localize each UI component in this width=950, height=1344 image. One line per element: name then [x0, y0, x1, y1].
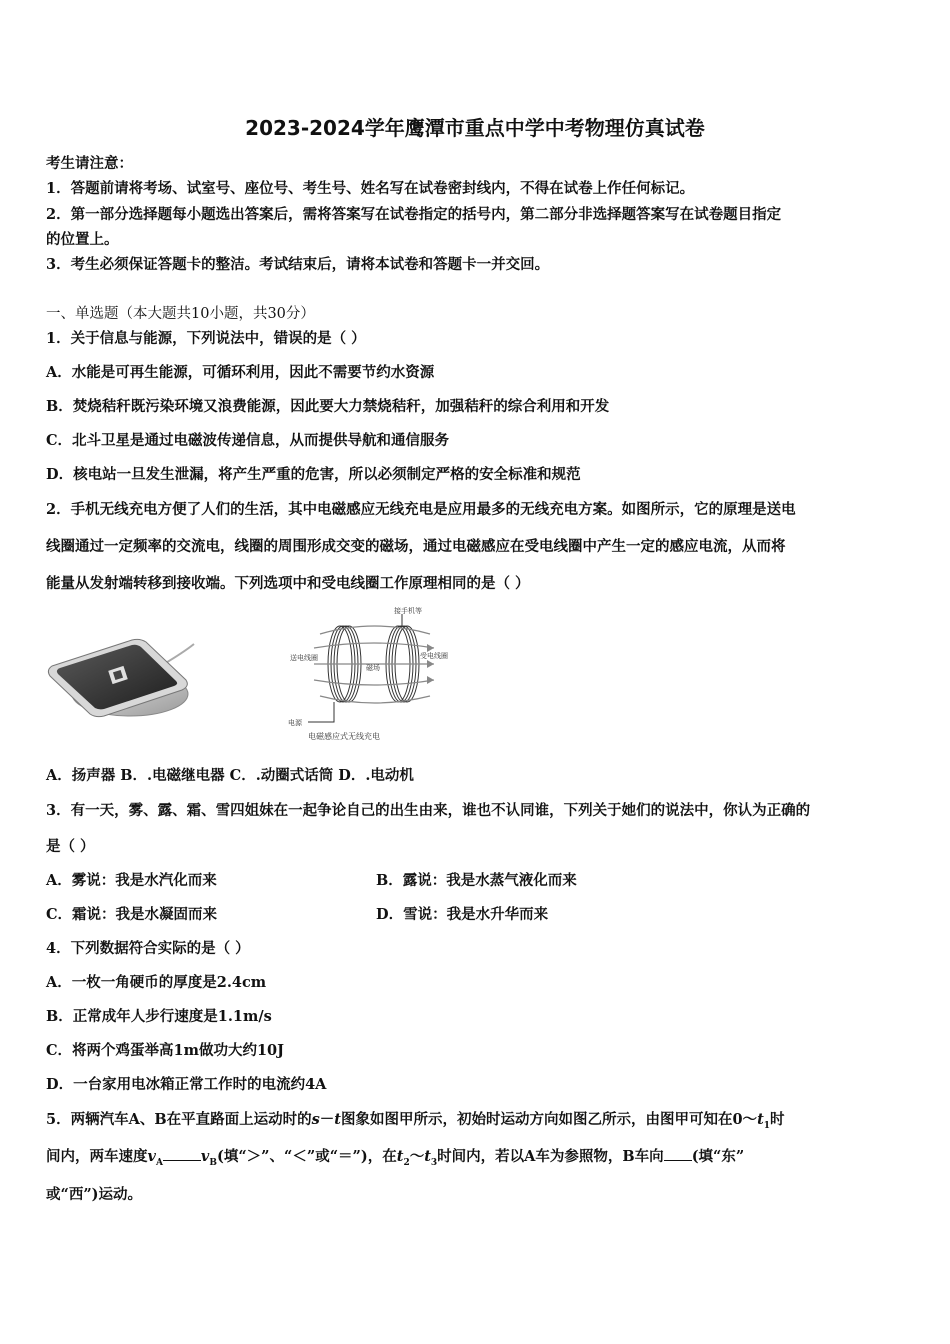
question-3-option: D．雪说：我是水升华而来	[376, 906, 549, 923]
subscript: B	[209, 1157, 217, 1168]
var-t3: t	[424, 1148, 431, 1165]
question-1-option: A．水能是可再生能源，可循环利用，因此不需要节约水资源	[46, 364, 435, 381]
figure-label-source: 电源	[288, 719, 302, 727]
question-5-line	[46, 1145, 744, 1168]
question-5-line: 或“西”)运动。	[46, 1186, 143, 1203]
answer-blank[interactable]	[163, 1146, 201, 1161]
notice-item: 2．第一部分选择题每小题选出答案后，需将答案写在试卷指定的括号内，第二部分非选择题答案写在试卷题目指定	[46, 206, 782, 223]
notice-item: 1．答题前请将考场、试室号、座位号、考生号、姓名写在试卷密封线内，不得在试卷上作任何标记。	[46, 180, 695, 197]
section-heading: 一、单选题（本大题共10小题，共30分）	[46, 306, 315, 322]
question-3-option: B．露说：我是水蒸气液化而来	[376, 872, 577, 889]
figure-caption: 电磁感应式无线充电	[308, 732, 380, 741]
figure-label-top: 接手机等	[394, 607, 422, 615]
text: ～	[409, 1148, 425, 1165]
phone-charger-figure	[44, 622, 194, 722]
figure-label-middle: 磁场	[366, 664, 380, 672]
text: (填“＞”、“＜”或“＝”)，在	[216, 1148, 397, 1165]
var-s: s	[311, 1111, 320, 1128]
question-1-option: B．焚烧秸秆既污染环境又浪费能源，因此要大力禁烧秸秆，加强秸秆的综合利用和开发	[46, 398, 610, 415]
notice-item: 3．考生必须保证答题卡的整洁。考试结束后，请将本试卷和答题卡一并交回。	[46, 256, 550, 273]
subscript: 2	[403, 1157, 410, 1168]
notice-heading: 考生请注意：	[46, 155, 133, 172]
question-1-option: D．核电站一旦发生泄漏，将产生严重的危害，所以必须制定严格的安全标准和规范	[46, 466, 581, 483]
var-t1: t	[757, 1111, 764, 1128]
text: 间内，两车速度	[46, 1148, 148, 1165]
var-t: t	[334, 1111, 341, 1128]
text: 5．两辆汽车A、B在平直路面上运动时的	[46, 1111, 312, 1128]
question-2-stem: 能量从发射端转移到接收端。下列选项中和受电线圈工作原理相同的是（ ）	[46, 575, 530, 592]
subscript: 1	[763, 1120, 771, 1131]
text: 图象如图甲所示，初始时运动方向如图乙所示，由图甲可知在0～	[340, 1111, 758, 1128]
text: 时间内，若以A车为参照物，B车向	[437, 1148, 664, 1165]
question-2-stem: 2．手机无线充电方便了人们的生活，其中电磁感应无线充电是应用最多的无线充电方案。如图所示，它的原理是送电	[46, 501, 796, 518]
question-1-stem: 1．关于信息与能源，下列说法中，错误的是（ ）	[46, 330, 366, 347]
question-2-options: A．扬声器 B．.电磁继电器 C．.动圈式话筒 D．.电动机	[46, 767, 414, 784]
question-4-option: A．一枚一角硬币的厚度是2.4cm	[46, 974, 267, 991]
question-3-option: A．雾说：我是水汽化而来	[46, 872, 217, 889]
text: －	[319, 1111, 335, 1128]
subscript: 3	[430, 1157, 438, 1168]
var-vB: v	[200, 1148, 210, 1165]
text: 时	[770, 1111, 785, 1128]
question-3-option: C．霜说：我是水凝固而来	[46, 906, 218, 923]
question-4-option: C．将两个鸡蛋举高1m做功大约10J	[46, 1042, 285, 1059]
question-5-line	[46, 1108, 785, 1131]
var-vA: v	[147, 1148, 156, 1165]
question-3-stem: 是（ ）	[46, 838, 95, 855]
text: (填“东”	[691, 1148, 745, 1165]
page-title: 2023-2024学年鹰潭市重点中学中考物理仿真试卷	[245, 116, 705, 140]
coil-diagram-figure	[284, 604, 448, 744]
var-t2: t	[396, 1148, 404, 1165]
subscript: A	[155, 1157, 163, 1168]
question-4-stem: 4．下列数据符合实际的是（ ）	[46, 940, 250, 957]
question-3-stem: 3．有一天，雾、露、霜、雪四姐妹在一起争论自己的出生由来，谁也不认同谁，下列关于她们的说法中，你认为正确的	[46, 802, 811, 819]
question-4-option: D．一台家用电冰箱正常工作时的电流约4A	[46, 1076, 327, 1093]
notice-item: 的位置上。	[46, 231, 119, 248]
figure-label-left: 送电线圈	[290, 654, 318, 662]
answer-blank[interactable]	[664, 1146, 692, 1161]
question-1-option: C．北斗卫星是通过电磁波传递信息，从而提供导航和通信服务	[46, 432, 450, 449]
figure-label-right: 受电线圈	[420, 652, 448, 660]
question-2-stem: 线圈通过一定频率的交流电，线圈的周围形成交变的磁场，通过电磁感应在受电线圈中产生一定的感应电流，从而将	[46, 538, 786, 555]
question-4-option: B．正常成年人步行速度是1.1m/s	[46, 1008, 272, 1025]
